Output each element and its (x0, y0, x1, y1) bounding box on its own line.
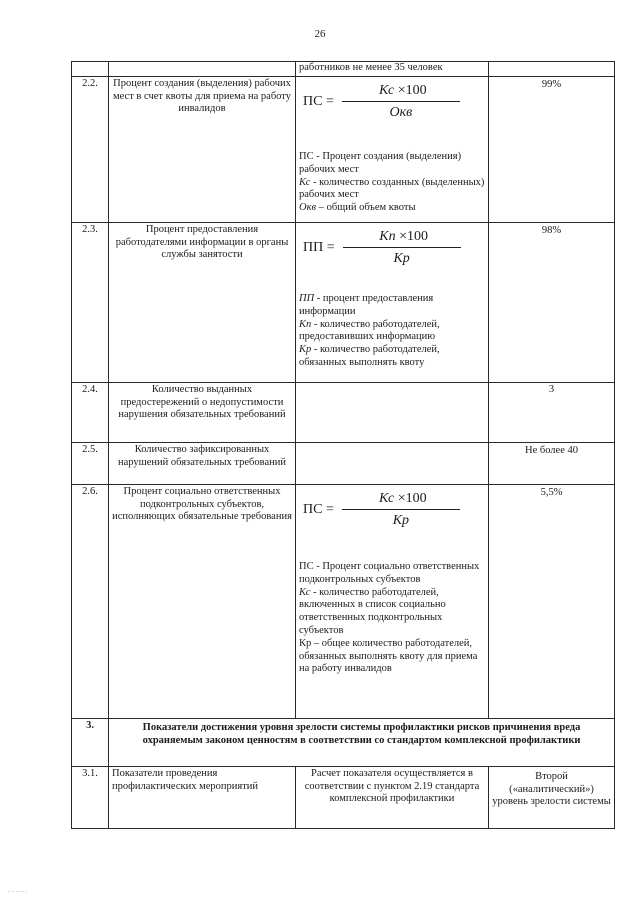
formula-numerator-factor: ×100 (397, 82, 427, 98)
legend-text: процент предоставления информации (299, 292, 434, 317)
table-row (72, 766, 615, 828)
formula (303, 228, 485, 267)
legend-line: Кр – общее количество работодателей, обязанных выполнять квоту для приема на работу инвалидов (299, 637, 478, 675)
formula-denominator: Окв (389, 104, 413, 120)
table-row (72, 382, 615, 442)
indicator-value: Не более 40 (489, 442, 615, 484)
legend-symbol: ПП - (299, 292, 321, 304)
row-number: 2.6. (72, 484, 109, 718)
formula (303, 490, 485, 529)
row-number: 2.2. (72, 76, 109, 222)
formula-numerator-factor: ×100 (399, 228, 428, 244)
formula-lhs: ПП = (303, 239, 335, 255)
indicator-name: Показатели проведения профилактических мероприятий (109, 766, 296, 828)
table-row (72, 484, 615, 718)
legend-symbol: Кр - (299, 344, 318, 356)
formula-legend (299, 293, 485, 370)
row-number: 2.4. (72, 382, 109, 442)
indicator-name: Процент социально ответственных подконтрольных субъектов, исполняющих обязательные требования (109, 484, 296, 718)
row-number: 2.5. (72, 442, 109, 484)
indicator-name: Процент создания (выделения) рабочих мест в счет квоты для приема на работу инвалидов (109, 76, 296, 222)
row-number: 2.3. (72, 222, 109, 382)
indicators-table (71, 61, 615, 829)
legend-text: количество работодателей, обязанных выполнять квоту (299, 344, 440, 368)
formula-denominator: Кр (392, 512, 409, 528)
indicator-value: 99% (489, 76, 615, 222)
legend-symbol: Кс - (299, 176, 317, 188)
legend-symbol: Окв (299, 202, 317, 214)
formula-legend (299, 561, 485, 676)
formula-numerator-var: Кп (379, 228, 396, 244)
legend-text: количество работодателей, предоставивших информацию (299, 318, 440, 343)
indicator-name: Количество выданных предостережений о недопустимости нарушения обязательных требований (109, 382, 296, 442)
indicator-name: Процент предоставления работодателями информации в органы службы занятости (109, 222, 296, 382)
previous-row-tail: работников не менее 35 человек (296, 62, 489, 77)
formula-numerator-var: Кс (379, 82, 395, 98)
table-row (72, 222, 615, 382)
formula-legend (299, 151, 485, 215)
formula-cell (296, 484, 489, 718)
indicator-value: 3 (489, 382, 615, 442)
legend-line: ПС - Процент создания (выделения) рабочих мест (299, 150, 462, 175)
formula-denominator: Кр (393, 250, 410, 266)
indicator-value: Второй («аналитический») уровень зрелости системы (489, 766, 615, 828)
indicator-value: 5,5% (489, 484, 615, 718)
indicator-value: 98% (489, 222, 615, 382)
section-number: 3. (72, 718, 109, 766)
row-number: 3.1. (72, 766, 109, 828)
formula (303, 82, 485, 121)
page-mark: ........ (8, 888, 28, 894)
legend-text: количество созданных (выделенных) рабочих мест (299, 176, 485, 201)
calculation-method: Расчет показателя осуществляется в соответствии с пунктом 2.19 стандарта комплексной профилактики (296, 766, 489, 828)
legend-symbol: Кп - (299, 318, 318, 330)
table-row (72, 76, 615, 222)
formula-cell (296, 222, 489, 382)
table-row (72, 442, 615, 484)
formula-lhs: ПС = (303, 93, 334, 109)
legend-text: – общий объем квоты (316, 202, 416, 214)
legend-text: количество работодателей, включенных в список социально ответственных подконтрольных субъектов (299, 586, 446, 636)
page-number: 26 (314, 28, 326, 40)
formula-lhs: ПС = (303, 501, 334, 517)
section-title: Показатели достижения уровня зрелости системы профилактики рисков причинения вреда охраняемым законом ценностям в соответствии со стандартом комплексной профилактики (109, 718, 615, 766)
legend-symbol: Кс - (299, 586, 317, 598)
table-row (72, 62, 615, 77)
formula-numerator-factor: ×100 (397, 490, 427, 506)
formula-cell (296, 76, 489, 222)
legend-line: ПС - Процент социально ответственных подконтрольных субъектов (299, 560, 480, 585)
indicator-name: Количество зафиксированных нарушений обязательных требований (109, 442, 296, 484)
formula-numerator-var: Кс (379, 490, 395, 506)
table-row (72, 718, 615, 766)
